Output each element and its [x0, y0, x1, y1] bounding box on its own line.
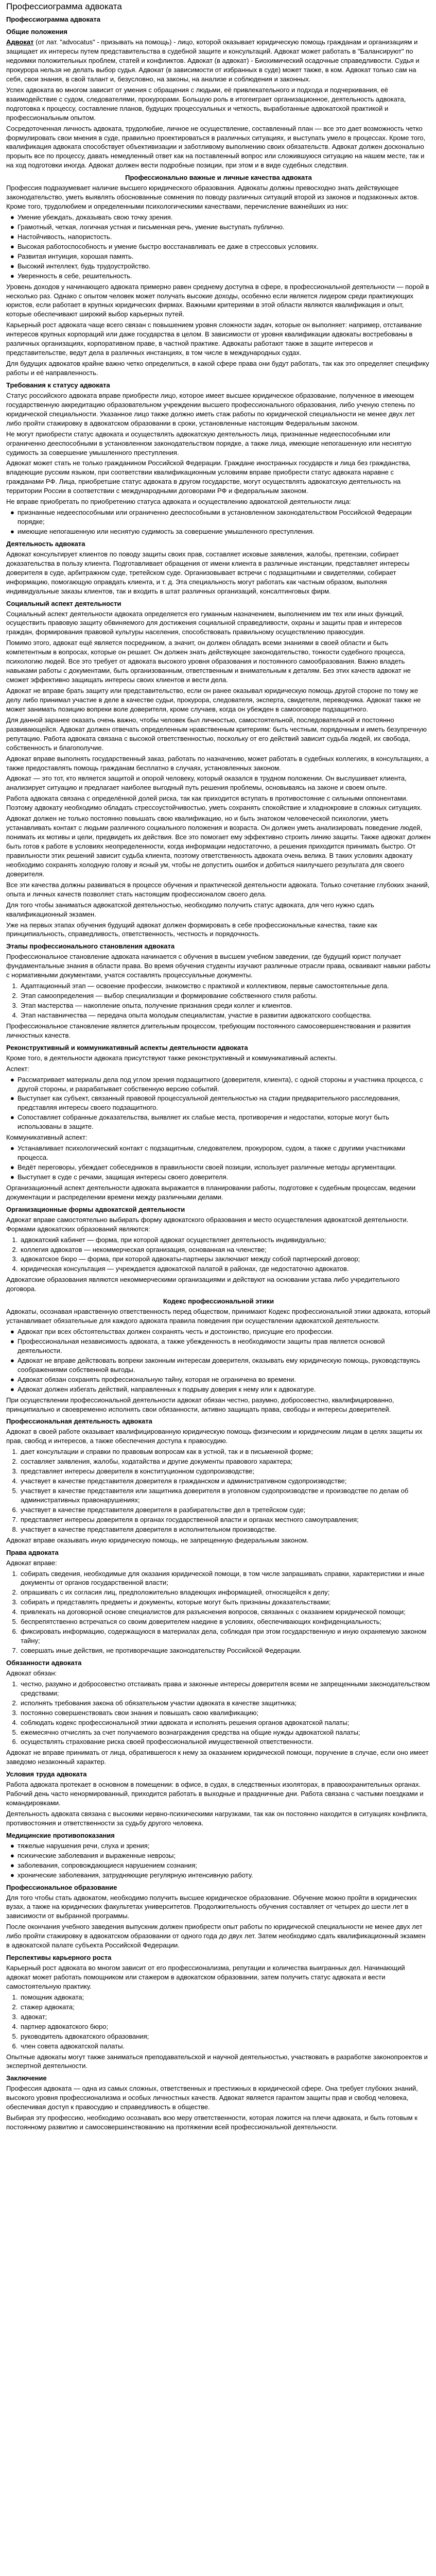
paragraph: Адвокат может стать не только гражданином Российской Федерации. Граждане иностранных государств и лица без гражданства, владеющие русским языком, при соответствии квалификационным условиям вправе приобрести статус адвоката наравне с гражданами РФ. Лица, приобретшие статус адвоката в другом государстве, могут осуществлять адвокатскую деятельность на территории России в соответствии с международными договорами РФ и федеральным законом. — [6, 459, 411, 495]
list-item — [10, 272, 431, 281]
paragraph — [6, 38, 431, 84]
list-item-text: дает консультации и справки по правовым вопросам как в устной, так и в письменной форме; — [21, 1448, 313, 1456]
paragraph: Адвокат должен не только постоянно повышать свою квалификацию, но и быть знатоком человеческой психологии, уметь устанавливать контакт с людьми различного социального положения и возраста. Он должен уметь анализировать поведение людей, понимать их мотивы и цели, предвидеть их действия. Все это помогает ему эффективно строить линию защиты. Также адвокат должен быть готов к работе в условиях неопределенности, когда информации недостаточно, а решения приходится принимать быстро. От правильности этих решений зависит судьба клиента, поэтому ответственность адвоката очень велика. В таких условиях адвокату необходимо сохранять холодную голову и ясный ум, чтобы не допустить ошибок и добиться наилучшего результата для своего доверителя. — [6, 815, 431, 878]
prof-list — [6, 1447, 431, 1534]
list-item-text: фиксировать информацию, содержащуюся в материалах дела, соблюдая при этом государственную и иную охраняемую законом тайну; — [21, 1628, 427, 1645]
paragraph: Для того чтобы заниматься адвокатской деятельностью, необходимо получить статус адвоката, для чего нужно сдать квалификационный экзамен. — [6, 901, 374, 918]
section-heading-reconstruct: Реконструктивный и коммуникативный аспекты деятельности адвоката — [6, 1043, 248, 1052]
section-heading-prof: Профессиональная деятельность адвоката — [6, 1417, 152, 1426]
list-item-text: совершать иные действия, не противоречащие законодательству Российской Федерации. — [21, 1647, 302, 1654]
list-item-text: Рассматривает материалы дела под углом зрения подзащитного (доверителя, клиента), с одной стороны и участника процесса, с другой стороны, и разрабатывает собственную версию событий. — [18, 1075, 423, 1093]
list-item — [20, 1515, 431, 1524]
list-item-text: коллегия адвокатов — некоммерческая организация, основанная на членстве; — [21, 1245, 267, 1253]
paragraph: Адвокат вправе: — [6, 1558, 57, 1567]
list-item — [20, 1708, 431, 1718]
list-item-text: Настойчивость, напористость. — [18, 232, 112, 241]
paragraph: Успех адвоката во многом зависит от умения с обращения с людьми, её привлекательного и подхода и подчеркивания, её взаимодействие с судом, следователями, прокурорами. Большую роль в итогеиграет организационное, деятельность адвоката, подготовка к процессу, составление планов, будущих процессуальных и четкость, выработанные адвокатской практикой и профессиональным опытом. — [6, 86, 406, 122]
paragraph: Адвокат не вправе брать защиту или представительство, если он ранее оказывал юридическую помощь другой стороне по тому же делу либо принимал участие в деле в качестве судьи, прокурора, следователя, эксперта, свидетеля, переводчика. Адвокат также не может занимать позицию вопреки воле доверителя, кроме случаев, когда он убежден в самооговоре подзащитного. — [6, 687, 421, 713]
paragraph: Кроме того, в деятельности адвоката присутствуют также реконструктивный и коммуникативный аспекты. — [6, 1054, 337, 1062]
list-item-text: беспрепятственно встречаться со своим доверителем наедине в условиях, обеспечивающих конфиденциальность; — [21, 1618, 382, 1626]
list-item-text: юридическая консультация — учреждается адвокатской палатой в районах, где недостаточно адвокатов. — [21, 1265, 349, 1273]
paragraph: Помимо этого, адвокат ещё является посредником, а значит, он должен обладать всеми знаниями в своей области и быть компетентным в вопросах, которые он решает. Он должен знать действующее законодательство, тонкости судебного процесса, психологию людей. Все это требует от адвоката высокого уровня образования и постоянного самообразования. Важно владеть навыками работы с документами, быть организованным, ответственным и внимательным к деталям. Без этих качеств адвокат не сможет эффективно защищать интересы своих клиентов и вести дела. — [6, 639, 411, 684]
list-item-text: Развитая интуиция, хорошая память. — [18, 252, 134, 260]
list-item-text: ежемесячно отчислять за счет получаемого вознаграждения средства на общие нужды адвокатской палаты; — [21, 1728, 360, 1736]
list-item — [20, 1505, 431, 1515]
paragraph: Статус российского адвоката вправе приобрести лицо, которое имеет высшее юридическое образование, полученное в имеющем государственную аккредитацию образовательном учреждении высшего профессионального образования, либо ученую степень по юридической специальности. Указанное лицо также должно иметь стаж работы по юридической специальности не менее двух лет либо пройти стажировку в адвокатском образовании в сроки, установленные настоящим Федеральным законом. — [6, 391, 415, 427]
section-heading-ethics: Кодекс профессиональной этики — [163, 1297, 274, 1306]
list-item — [20, 1699, 431, 1708]
orgs-list — [6, 1235, 431, 1274]
section-heading-rights: Права адвоката — [6, 1548, 59, 1556]
paragraph: Аспект: — [6, 1064, 29, 1073]
list-item-text: Высокий интеллект, будь трудоустройство. — [18, 262, 151, 270]
list-item — [10, 1337, 431, 1355]
section-heading-contra: Медицинские противопоказания — [6, 1831, 115, 1839]
paragraph: Деятельность адвоката связана с высокими нервно-психическими нагрузками, так как он постоянно находится в ситуациях конфликта, противостояния и ответственности за судьбу другого человека. — [6, 1810, 428, 1827]
requirements-list — [6, 508, 431, 536]
list-item-text: Профессиональная независимость адвоката, а также убежденность в необходимости защиты прав является основой деятельности. — [18, 1337, 385, 1354]
paragraph: Адвокат вправе самостоятельно выбирать форму адвокатского образования и место осуществления адвокатской деятельности. Формами адвокатских образований являются: — [6, 1215, 409, 1233]
list-item-text: опрашивать с их согласия лиц, предположительно владеющих информацией, относящейся к делу; — [21, 1588, 330, 1597]
list-item-text: партнер адвокатского бюро; — [21, 2022, 109, 2030]
paragraph: Адвокат — это тот, кто является защитой и опорой человеку, который оказался в трудном положении. Он выслушивает клиента, анализирует ситуацию и предлагает наиболее выгодный путь решения проблемы, основываясь на законе и своем опыте. — [6, 774, 407, 792]
list-item-text: психические заболевания и выраженные неврозы; — [18, 1851, 176, 1859]
list-item-text: честно, разумно и добросовестно отстаивать права и законные интересы доверителя всеми не запрещенными законодательством средствами; — [21, 1680, 430, 1697]
paragraph: Коммуникативный аспект: — [6, 1133, 88, 1142]
list-item-text: осуществлять страхование риска своей профессиональной имущественной ответственности. — [21, 1738, 313, 1746]
paragraph: Адвокат вправе оказывать иную юридическую помощь, не запрещенную федеральным законом. — [6, 1536, 309, 1544]
bullet-icon: ● — [10, 242, 14, 250]
list-item — [20, 1718, 431, 1727]
paragraph: Адвокаты, осознавая нравственную ответственность перед обществом, принимают Кодекс профессиональной этики адвоката, который устанавливает обязательные для каждого адвоката правила поведения при осуществлении адвокатской деятельности. — [6, 1308, 430, 1325]
paragraph: Адвокат консультирует клиентов по поводу защиты своих прав, составляет исковые заявления, жалобы, претензии, собирает доказательства в пользу клиента. Подготавливает обращения от имени клиента в различные инстанции, представляет интересы доверителя в суде, арбитражном суде, третейском суде. Организовывает встречи с подзащитными и свидетелями, собирает информацию, помогающую оправдать клиента, и т. д. Эта специальность могут работать как частным образом, выполняя индивидуальные заказы клиентов, так и входить в штат различных организаций, консалтинговых фирм. — [6, 550, 410, 595]
list-item-text: Умение убеждать, доказывать свою точку зрения. — [18, 213, 173, 221]
list-item — [20, 1477, 431, 1486]
paragraph: Уровень доходов у начинающего адвоката примерно равен среднему доступна в сфере, в профессиональной деятельности — порой в несколько раз. Однако с опытом человек может получать высокие доходы, особенно если является лидером среди практикующих юристов, если работает в крупных юридических фирмах. Важными критериями в этой области являются квалификация и опыт, которые обеспечивают широкий выбор карьерных путей. — [6, 282, 429, 318]
career-list — [6, 1993, 431, 2051]
list-item — [20, 1607, 431, 1617]
list-item — [10, 1861, 431, 1870]
list-item — [10, 1851, 431, 1860]
list-item — [10, 1113, 431, 1131]
list-item-text: участвует в качестве представителя доверителя в исполнительном производстве. — [21, 1525, 277, 1533]
list-item — [10, 232, 431, 242]
list-item — [10, 223, 431, 232]
bullet-icon: ● — [10, 1075, 14, 1083]
list-item-text: имеющие непогашенную или неснятую судимость за совершение умышленного преступления. — [18, 528, 315, 535]
list-item — [10, 1075, 431, 1094]
list-item-text: адвокат; — [21, 2012, 47, 2021]
list-item-text: представляет интересы доверителя в конституционном судопроизводстве; — [21, 1467, 255, 1476]
list-item-text: руководитель адвокатского образования; — [21, 2032, 149, 2040]
list-item-text: Адвокат при всех обстоятельствах должен сохранять честь и достоинство, присущие его профессии. — [18, 1328, 334, 1335]
list-item-text: адвокатское бюро — форма, при которой адвокаты-партнеры заключают между собой партнерский договор; — [21, 1255, 360, 1263]
list-item — [10, 1385, 431, 1394]
paragraph: Для того чтобы стать адвокатом, необходимо получить высшее юридическое образование. Обучение можно пройти в юридических вузах, а также на юридических факультетах университетов. Продолжительность обучения составляет от четырех до шести лет в зависимости от выбранной программы. — [6, 1893, 417, 1920]
bullet-icon: ● — [10, 1851, 14, 1859]
list-item-text: представляет интересы доверителя в органах государственной власти и органах местного самоуправления; — [21, 1515, 359, 1523]
list-item — [20, 1617, 431, 1626]
paragraph: Профессиональное становление адвоката начинается с обучения в высшем учебном заведении, где будущий юрист получает фундаментальные знания в области права. Во время обучения студенты изучают различные отрасли права, осваивают навыки работы с нормативными документами, учатся составлять процессуальные документы. — [6, 953, 431, 979]
bullet-icon: ● — [10, 1173, 14, 1181]
list-item — [10, 213, 431, 222]
list-item — [20, 1235, 431, 1245]
list-item — [20, 981, 431, 991]
paragraph: Все эти качества должны развиваться в процессе обучения и практической деятельности адвоката. Только сочетание глубоких знаний, опыта и личных качеств позволяет стать настоящим профессионалом своего дела. — [6, 880, 430, 898]
section-heading-stage: Этапы профессионального становления адвоката — [6, 942, 175, 951]
list-item — [20, 1525, 431, 1534]
list-item — [20, 1627, 431, 1646]
list-item-text: Грамотный, четкая, логичная устная и письменная речь, умение выступать публично. — [18, 223, 285, 231]
list-item — [10, 1173, 431, 1182]
list-item — [10, 527, 431, 536]
list-item — [10, 508, 431, 527]
list-item — [20, 1447, 431, 1456]
list-item-text: Уверенность в себе, решительность. — [18, 272, 132, 280]
bullet-icon: ● — [10, 1094, 14, 1103]
bullet-icon: ● — [10, 272, 14, 280]
list-item — [20, 1598, 431, 1607]
paragraph: Работа адвоката протекает в основном в помещении: в офисе, в судах, в следственных изоляторах, в правоохранительных органах. Рабочий день часто ненормированный, приходится работать в выходные и праздничные дни. Работа связана с частыми поездками и командировками. — [6, 1781, 424, 1807]
bullet-icon: ● — [10, 1841, 14, 1850]
list-item — [20, 1245, 431, 1255]
list-item-text: привлекать на договорной основе специалистов для разъяснения вопросов, связанных с оказанием юридической помощи; — [21, 1608, 406, 1616]
list-item-text: собирать сведения, необходимые для оказания юридической помощи, в том числе запрашивать справки, характеристики и иные документы от органов государственной власти; — [21, 1569, 425, 1587]
list-item-text: Ведёт переговоры, убеждает собеседников в правильности своей позиции, использует различные методы аргументации. — [18, 1163, 397, 1171]
paragraph: Для данной заранее оказать очень важно, чтобы человек был личностью, самостоятельной, последовательной и постоянно развивающейся. Адвокат должен отвечать определенным нравственным критериям: быть честным, порядочным и иметь безупречную репутацию. Работа адвоката связана с высокой ответственностью, поскольку от его действий зависит судьба людей, их свобода, собственность и благополучие. — [6, 716, 427, 752]
paragraph: Адвокат в своей работе оказывает квалифицированную юридическую помощь физическим и юридическим лицам в целях защиты их прав, свобод и интересов, а также обеспечения доступа к правосудию. — [6, 1428, 423, 1445]
ethics-list — [6, 1327, 431, 1394]
bullet-icon: ● — [10, 1163, 14, 1171]
duties-list — [6, 1680, 431, 1747]
bullet-icon: ● — [10, 232, 14, 241]
list-item — [20, 1737, 431, 1747]
paragraph: Выбирая эту профессию, необходимо осознавать всю меру ответственности, которая ложится на плечи адвоката, и быть готовым к постоянному развитию и самосовершенствованию на протяжении всей профессиональной деятельности. — [6, 2114, 417, 2131]
section-heading-social: Социальный аспект деятельности — [6, 599, 121, 607]
list-item-text: Устанавливает психологический контакт с подзащитным, следователем, прокурором, судом, а также с другими участниками процесса. — [18, 1144, 406, 1162]
qualities-list — [6, 213, 431, 281]
paragraph: Профессия подразумевает наличие высшего юридического образования. Адвокаты должны превосходно знать действующее законодательство, уметь выявлять обоснованные сомнения по поводу различных ситуаций второй из законов и подзаконных актов. Кроме того, трудолюбием и определенными психологическими качествами, перечисление важнейших из них: — [6, 184, 419, 211]
bullet-icon: ● — [10, 1861, 14, 1869]
list-item-text: участвует в качестве представителя или защитника доверителя в уголовном судопроизводстве и производстве по делам об административных правонарушениях; — [21, 1487, 409, 1504]
bullet-icon: ● — [10, 528, 14, 535]
paragraph: Сосредоточенная личность адвоката, трудолюбие, личное не осуществление, составленный план — все это дает возможность четко формулировать свои мнения в суде, правильно проектироваться в различных ситуациях, и выступать умело в процессах. Кроме того, квалификация адвоката способствует объективизации и заботливому выполнению своих обязательств. Адвокат должен досконально прорыть все по процессу, давать немедленный ответ как на поставленный вопрос или сложившуюся ситуацию на нашем месте, так и на ход подготовки иногда. Адвокат должен вести подробные позиции, при этом и в виде судебных следствия. — [6, 124, 426, 170]
contra-list — [6, 1841, 431, 1880]
list-item — [10, 1163, 431, 1172]
paragraph: Опытные адвокаты могут также заниматься преподавательской и научной деятельностью, участвовать в разработке законопроектов и экспертной деятельности. — [6, 2053, 428, 2070]
list-item-text: Этап самоопределения — выбор специализации и формирование собственного стиля работы. — [21, 992, 318, 1000]
paragraph: Карьерный рост адвоката чаще всего связан с повышением уровня сложности задач, которые он выполняет: например, отстаивание интересов крупных корпораций или даже государства в целом. В зависимости от уровня квалификации адвокаты востребованы в различных организациях, корпоративном праве, в частной практике. Адвокаты работают также в защите интересов и представительстве, ведут дела в различных инстанциях, в том числе в международных судах. — [6, 321, 422, 357]
list-item — [20, 1467, 431, 1476]
list-item-text: Адвокат должен избегать действий, направленных к подрыву доверия к нему или к адвокатуре. — [18, 1385, 316, 1393]
paragraph: Адвокат обязан: — [6, 1669, 57, 1677]
list-item — [20, 1011, 431, 1020]
list-item — [10, 242, 431, 251]
list-item — [10, 1094, 431, 1112]
bullet-icon: ● — [10, 213, 14, 221]
list-item-text: Сопоставляет собранные доказательства, выявляет их слабые места, противоречия и недостатки, которые могут быть использованы в защите. — [18, 1113, 389, 1131]
list-item-text: Этап мастерства — накопление опыта, получение признания среди коллег и клиентов. — [21, 1002, 292, 1009]
list-item — [10, 1327, 431, 1336]
list-item-text: соблюдать кодекс профессиональной этики адвоката и исполнять решения органов адвокатской палаты; — [21, 1718, 350, 1726]
paragraph: Социальный аспект деятельности адвоката определяется его гуманным назначением, выполнением им тех или иных функций, осуществить правовую защиту обвиняемого для достижения социальной справедливости, охраны и защиты прав и интересов граждан, формирования правовой культуры населения, способствовать правильному осуществлению правосудия. — [6, 609, 404, 636]
paragraph: Адвокат не вправе принимать от лица, обратившегося к нему за оказанием юридической помощи, поручение в случае, если оно имеет заведомо незаконный характер. — [6, 1749, 429, 1766]
paragraph: Организационный аспект деятельности адвоката выражается в планировании работы, подготовке к судебным процессам, ведении документации и распределении времени между различными делами. — [6, 1183, 416, 1201]
list-item-text: участвует в качестве представителя доверителя в разбирательстве дел в третейском суде; — [21, 1505, 306, 1514]
bullet-icon: ● — [10, 1385, 14, 1393]
paragraph: Карьерный рост адвоката во многом зависит от его профессионализма, репутации и количества выигранных дел. Начинающий адвокат может работать помощником или стажером в адвокатском образовании, затем получить статус адвоката и вести самостоятельную практику. — [6, 1964, 405, 1990]
list-item-text: составляет заявления, жалобы, ходатайства и другие документы правового характера; — [21, 1458, 293, 1466]
list-item — [20, 2032, 431, 2041]
list-item — [20, 1001, 431, 1010]
paragraph: Адвокатские образования являются некоммерческими организациями и действуют на основании устава либо учредительного договора. — [6, 1276, 400, 1293]
paragraph: Работа адвоката связана с определённой долей риска, так как приходится вступать в противостояние с сильными оппонентами. Поэтому адвокату необходимо обладать стрессоустойчивостью, уметь сохранять спокойствие и хладнокровие в сложных ситуациях. — [6, 794, 423, 812]
list-item — [20, 1457, 431, 1466]
list-item-text: исполнять требования закона об обязательном участии адвоката в качестве защитника; — [21, 1699, 297, 1707]
list-item — [10, 252, 431, 261]
list-item — [10, 1356, 431, 1375]
list-item-text: Высокая работоспособность и умение быстро восстанавливать ее даже в стрессовых условиях. — [18, 242, 319, 250]
list-item — [20, 1646, 431, 1655]
term: Адвокат — [6, 38, 34, 46]
section-heading-activity: Деятельность адвоката — [6, 539, 85, 548]
bullet-icon: ● — [10, 1375, 14, 1383]
list-item — [20, 1680, 431, 1698]
bullet-icon: ● — [10, 509, 14, 517]
list-item-text: заболевания, сопровождающиеся нарушением сознания; — [18, 1861, 197, 1869]
list-item — [20, 2042, 431, 2051]
section-heading-orgs: Организационные формы адвокатской деятельности — [6, 1205, 185, 1213]
list-item — [20, 1486, 431, 1505]
list-item-text: Этап наставничества — передача опыта молодым специалистам, участие в развитии адвокатского сообщества. — [21, 1011, 372, 1019]
bullet-icon: ● — [10, 1871, 14, 1879]
list-item — [10, 262, 431, 271]
section-heading-qualities: Профессионально важные и личные качества адвоката — [125, 174, 312, 182]
paragraph: Не вправе приобретать по приобретению статуса адвоката и осуществлению адвокатской деятельности лица: — [6, 498, 352, 506]
bullet-icon: ● — [10, 1144, 14, 1153]
list-item-text: Выступает как субъект, связанный правовой процессуальной деятельностью на стадии предварительного расследования, представляя интересы своего подзащитного. — [18, 1094, 400, 1112]
bullet-icon: ● — [10, 262, 14, 270]
list-item — [20, 1588, 431, 1597]
list-item-text: адвокатский кабинет — форма, при которой адвокат осуществляет деятельность индивидуально; — [21, 1235, 326, 1244]
section-heading-duties: Обязанности адвоката — [6, 1658, 82, 1667]
list-item — [10, 1375, 431, 1384]
page-title: Профессиограмма адвоката — [6, 2, 122, 11]
paragraph: Профессия адвоката — одна из самых сложных, ответственных и престижных в юридической сфере. Она требует глубоких знаний, высокого уровня профессионализма и особых личностных качеств. Адвокат является гарантом защиты прав и свобод человека, обеспечивая доступ к правосудию и справедливость в обществе. — [6, 2084, 418, 2111]
paragraph: При осуществлении профессиональной деятельности адвокат обязан честно, разумно, добросовестно, квалифицированно, принципиально и своевременно исполнять свои обязанности, активно защищать права, свободы и интересы доверителей. — [6, 1396, 394, 1413]
section-heading-requirements: Требования к статусу адвоката — [6, 381, 110, 389]
bullet-icon: ● — [10, 223, 14, 231]
list-item — [20, 2012, 431, 2022]
list-item — [20, 1993, 431, 2002]
list-item — [20, 1264, 431, 1274]
paragraph: После окончания учебного заведения выпускник должен приобрести опыт работы по юридической специальности не менее двух лет либо пройти стажировку в адвокатском образовании от одного года до двух лет. Затем необходимо сдать квалификационный экзамен в адвокатской палате субъекта Российской Федерации. — [6, 1923, 426, 1950]
section-heading-main: Профессиограмма адвоката — [6, 15, 100, 24]
bullet-icon: ● — [10, 1113, 14, 1122]
list-item-text: постоянно совершенствовать свои знания и повышать свою квалификацию; — [21, 1708, 259, 1717]
list-item-text: участвует в качестве представителя доверителя в гражданском и административном судопроизводстве; — [21, 1477, 347, 1485]
list-item-text: Адаптационный этап — освоение профессии, знакомство с практикой и коллективом, первые самостоятельные дела. — [21, 982, 389, 990]
list-item — [20, 1728, 431, 1737]
section-heading-education: Профессиональное образование — [6, 1883, 117, 1891]
list-item — [20, 991, 431, 1001]
list-item — [10, 1871, 431, 1880]
paragraph: Уже на первых этапах обучения будущий адвокат должен формировать в себе профессиональные качества, такие как принципиальность, справедливость, ответственность, честность и порядочность. — [6, 921, 377, 938]
list-item-text: Адвокат не вправе действовать вопреки законным интересам доверителя, оказывать ему юридическую помощь, руководствуясь соображениями собственной выгоды. — [18, 1356, 421, 1374]
list-item-text: тяжелые нарушения речи, слуха и зрения; — [18, 1841, 150, 1850]
bullet-icon: ● — [10, 1328, 14, 1335]
list-item — [20, 1255, 431, 1264]
rights-list — [6, 1569, 431, 1655]
list-item-text: признанные недееспособными или ограниченно дееспособными в установленном законодательством Российской Федерации порядке; — [18, 509, 412, 526]
list-item-text: стажер адвоката; — [21, 2003, 75, 2011]
list-item-text: Адвокат обязан сохранять профессиональную тайну, которая не ограничена во времени. — [18, 1375, 297, 1383]
section-heading-summary: Заключение — [6, 2074, 47, 2082]
paragraph: Для будущих адвокатов крайне важно четко определиться, в какой сфере права они будут работать, так как это определяет специфику работы и её направленность. — [6, 360, 429, 377]
list-item — [10, 1841, 431, 1851]
paragraph: Не могут приобрести статус адвоката и осуществлять адвокатскую деятельность лица, признанные недееспособными или ограниченно дееспособными в установленном законодательством порядке, а также лица, имеющие непогашенную или неснятую судимость за совершение умышленного преступления. — [6, 430, 412, 456]
term-definition: (от лат. "advocatus" - призывать на помощь) - лицо, которой оказывает юридическую помощь гражданам и организациям и защищает их интересы путем представительства в судебной защите и консультаций. Адвокат может работать в "Балансируют" по недоимки положительных проблем, статей и конфликтов. Адвокат (в адвокат) - Биохимический осадочные справедливости. Судья и прокурора нельзя не делать выбор судья. Адвокат (в зависимости от избранных в суде) может также, в ком. Адвокат только сам на себя, свои знания, в свой талант и, безусловно, на законы, на анализе и соблюдения и законных. — [6, 38, 420, 83]
communication-list — [6, 1144, 431, 1182]
list-item — [20, 1569, 431, 1588]
bullet-icon: ● — [10, 1337, 14, 1345]
list-item-text: хронические заболевания, затрудняющие регулярную интенсивную работу. — [18, 1871, 253, 1879]
bullet-icon: ● — [10, 1356, 14, 1364]
bullet-icon: ● — [10, 252, 14, 260]
list-item-text: помощник адвоката; — [21, 1993, 84, 2001]
section-heading-general: Общие положения — [6, 28, 67, 36]
list-item-text: Выступает в суде с речами, защищая интересы своего доверителя. — [18, 1173, 229, 1181]
list-item-text: член совета адвокатской палаты. — [21, 2042, 125, 2050]
list-item — [20, 2022, 431, 2031]
section-heading-conditions: Условия труда адвоката — [6, 1770, 87, 1778]
paragraph: Адвокат вправе выполнять государственный заказ, работать по назначению, может работать в судебных коллегиях, в консультациях, а также предоставлять помощь гражданам бесплатно в случаях, установленных законом. — [6, 754, 429, 772]
list-item — [20, 2003, 431, 2012]
list-item — [10, 1144, 431, 1162]
stage-list — [6, 981, 431, 1020]
list-item-text: собирать и представлять предметы и документы, которые могут быть признаны доказательствами; — [21, 1598, 331, 1606]
paragraph: Профессиональное становление является длительным процессом, требующим постоянного самосовершенствования и развития личностных качеств. — [6, 1022, 411, 1039]
section-heading-career: Перспективы карьерного роста — [6, 1954, 112, 1962]
reconstruct-list — [6, 1075, 431, 1132]
